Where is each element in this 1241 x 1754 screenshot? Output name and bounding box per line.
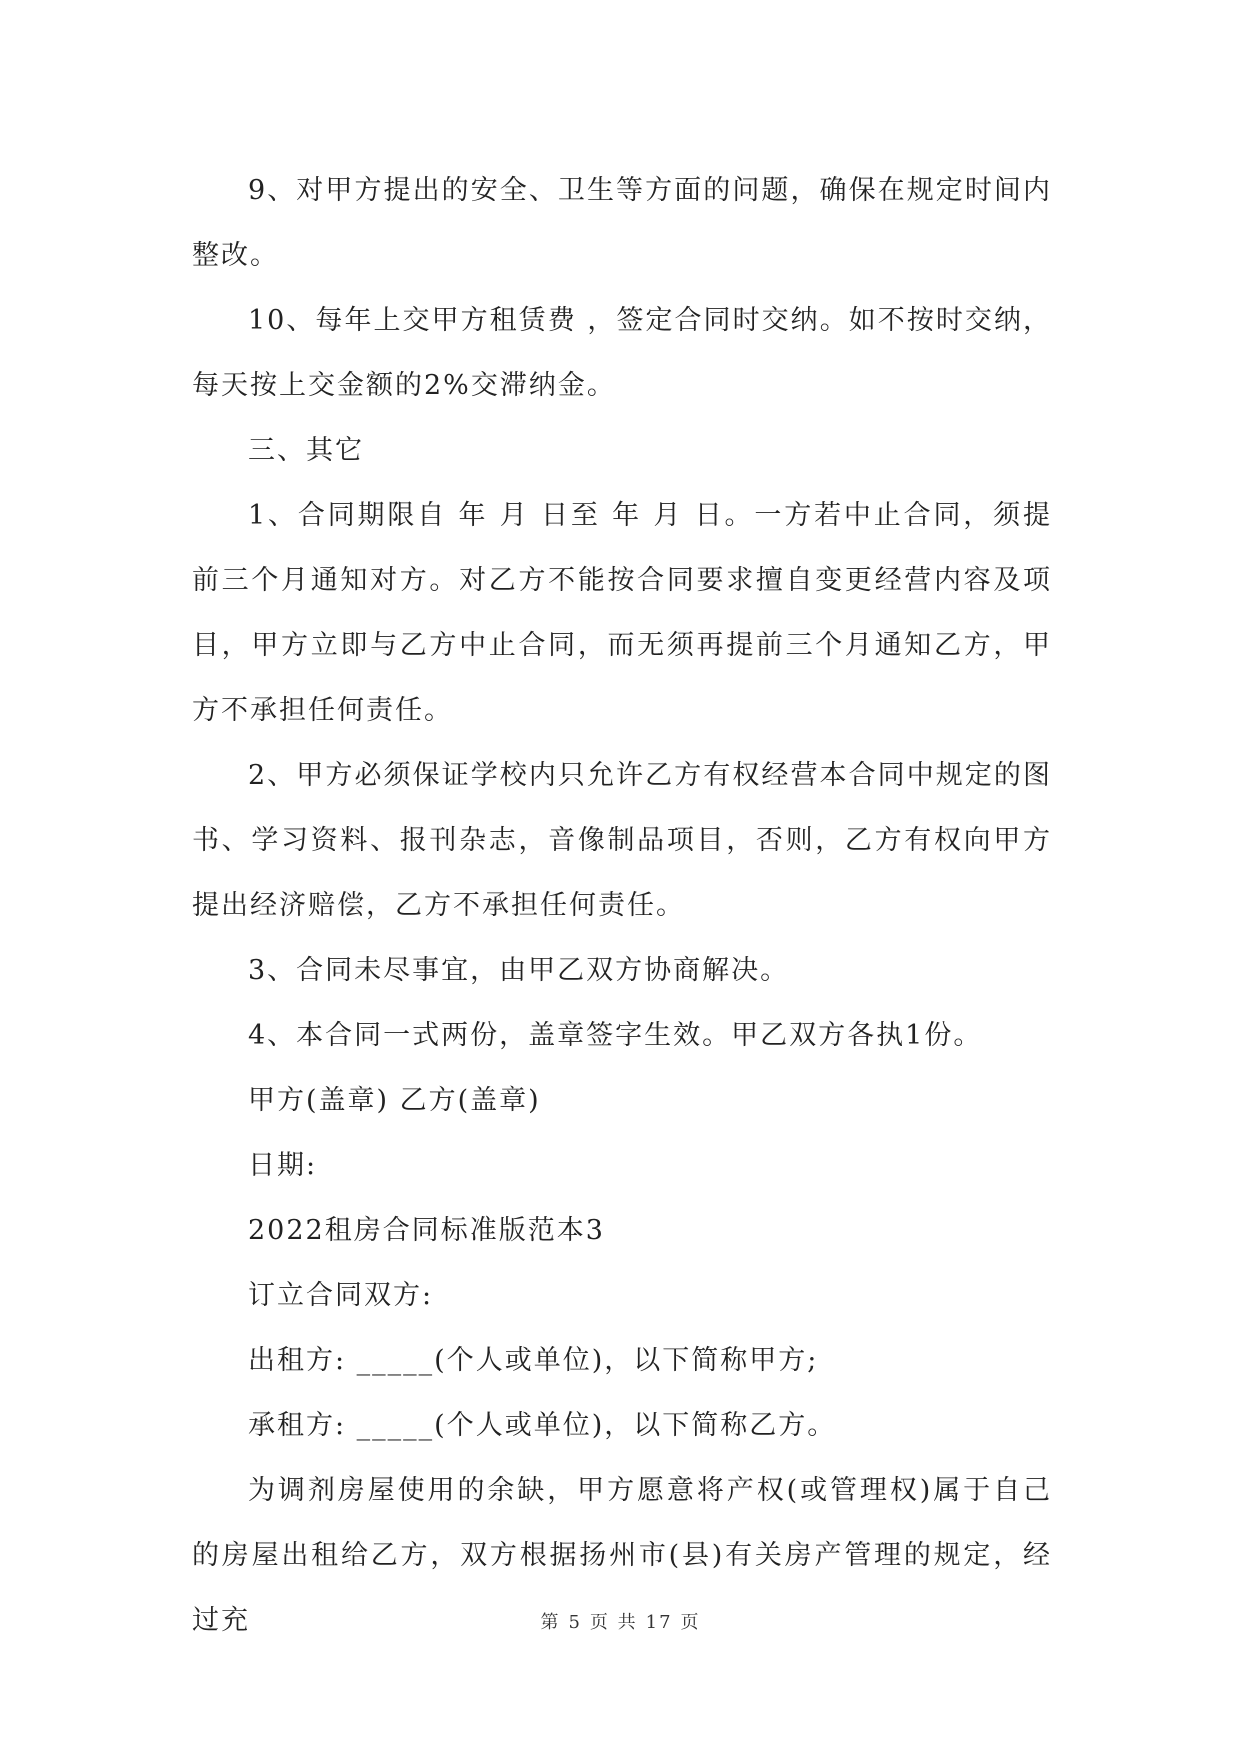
footer-page-number: 5 — [568, 1612, 582, 1633]
section-heading-other: 三、其它 — [248, 435, 364, 466]
page-footer — [0, 1608, 1241, 1634]
paragraph-term-4: 4、本合同一式两份，盖章签字生效。甲乙双方各执1份。 — [248, 1020, 983, 1051]
footer-prefix: 第 — [540, 1612, 561, 1633]
paragraph-clause-10: 10、每年上交甲方租赁费 ，签定合同时交纳。如不按时交纳，每天按上交金额的2%交滞纳金。 — [192, 305, 1052, 401]
paragraph-clause-9: 9、对甲方提出的安全、卫生等方面的问题，确保在规定时间内整改。 — [192, 175, 1052, 271]
paragraph-term-1: 1、合同期限自 年 月 日至 年 月 日。一方若中止合同，须提前三个月通知对方。对乙方不能按合同要求擅自变更经营内容及项目，甲方立即与乙方中止合同，而无须再提前三个月通知乙方，甲方不承担任何责任。 — [192, 500, 1052, 726]
footer-suffix: 页 — [680, 1612, 701, 1633]
paragraph-term-2: 2、甲方必须保证学校内只允许乙方有权经营本合同中规定的图书、学习资料、报刊杂志，音像制品项目，否则，乙方有权向甲方提出经济赔偿，乙方不承担任何责任。 — [192, 760, 1052, 921]
lessee-line: 承租方: _____(个人或单位)，以下简称乙方。 — [248, 1410, 837, 1441]
lessor-line: 出租方: _____(个人或单位)，以下简称甲方; — [248, 1345, 819, 1376]
preamble-paragraph: 为调剂房屋使用的余缺，甲方愿意将产权(或管理权)属于自己的房屋出租给乙方，双方根据扬州市(县)有关房产管理的规定，经过充 — [192, 1475, 1052, 1636]
paragraph-term-3: 3、合同未尽事宜，由甲乙双方协商解决。 — [248, 955, 790, 986]
date-line: 日期: — [248, 1150, 318, 1181]
signature-parties-line: 甲方(盖章) 乙方(盖章) — [248, 1085, 541, 1116]
parties-heading: 订立合同双方: — [248, 1280, 434, 1311]
footer-middle: 页 共 — [589, 1612, 638, 1633]
document-body — [192, 158, 1052, 1653]
contract-title: 2022租房合同标准版范本3 — [248, 1215, 605, 1246]
footer-total-pages: 17 — [645, 1612, 673, 1633]
